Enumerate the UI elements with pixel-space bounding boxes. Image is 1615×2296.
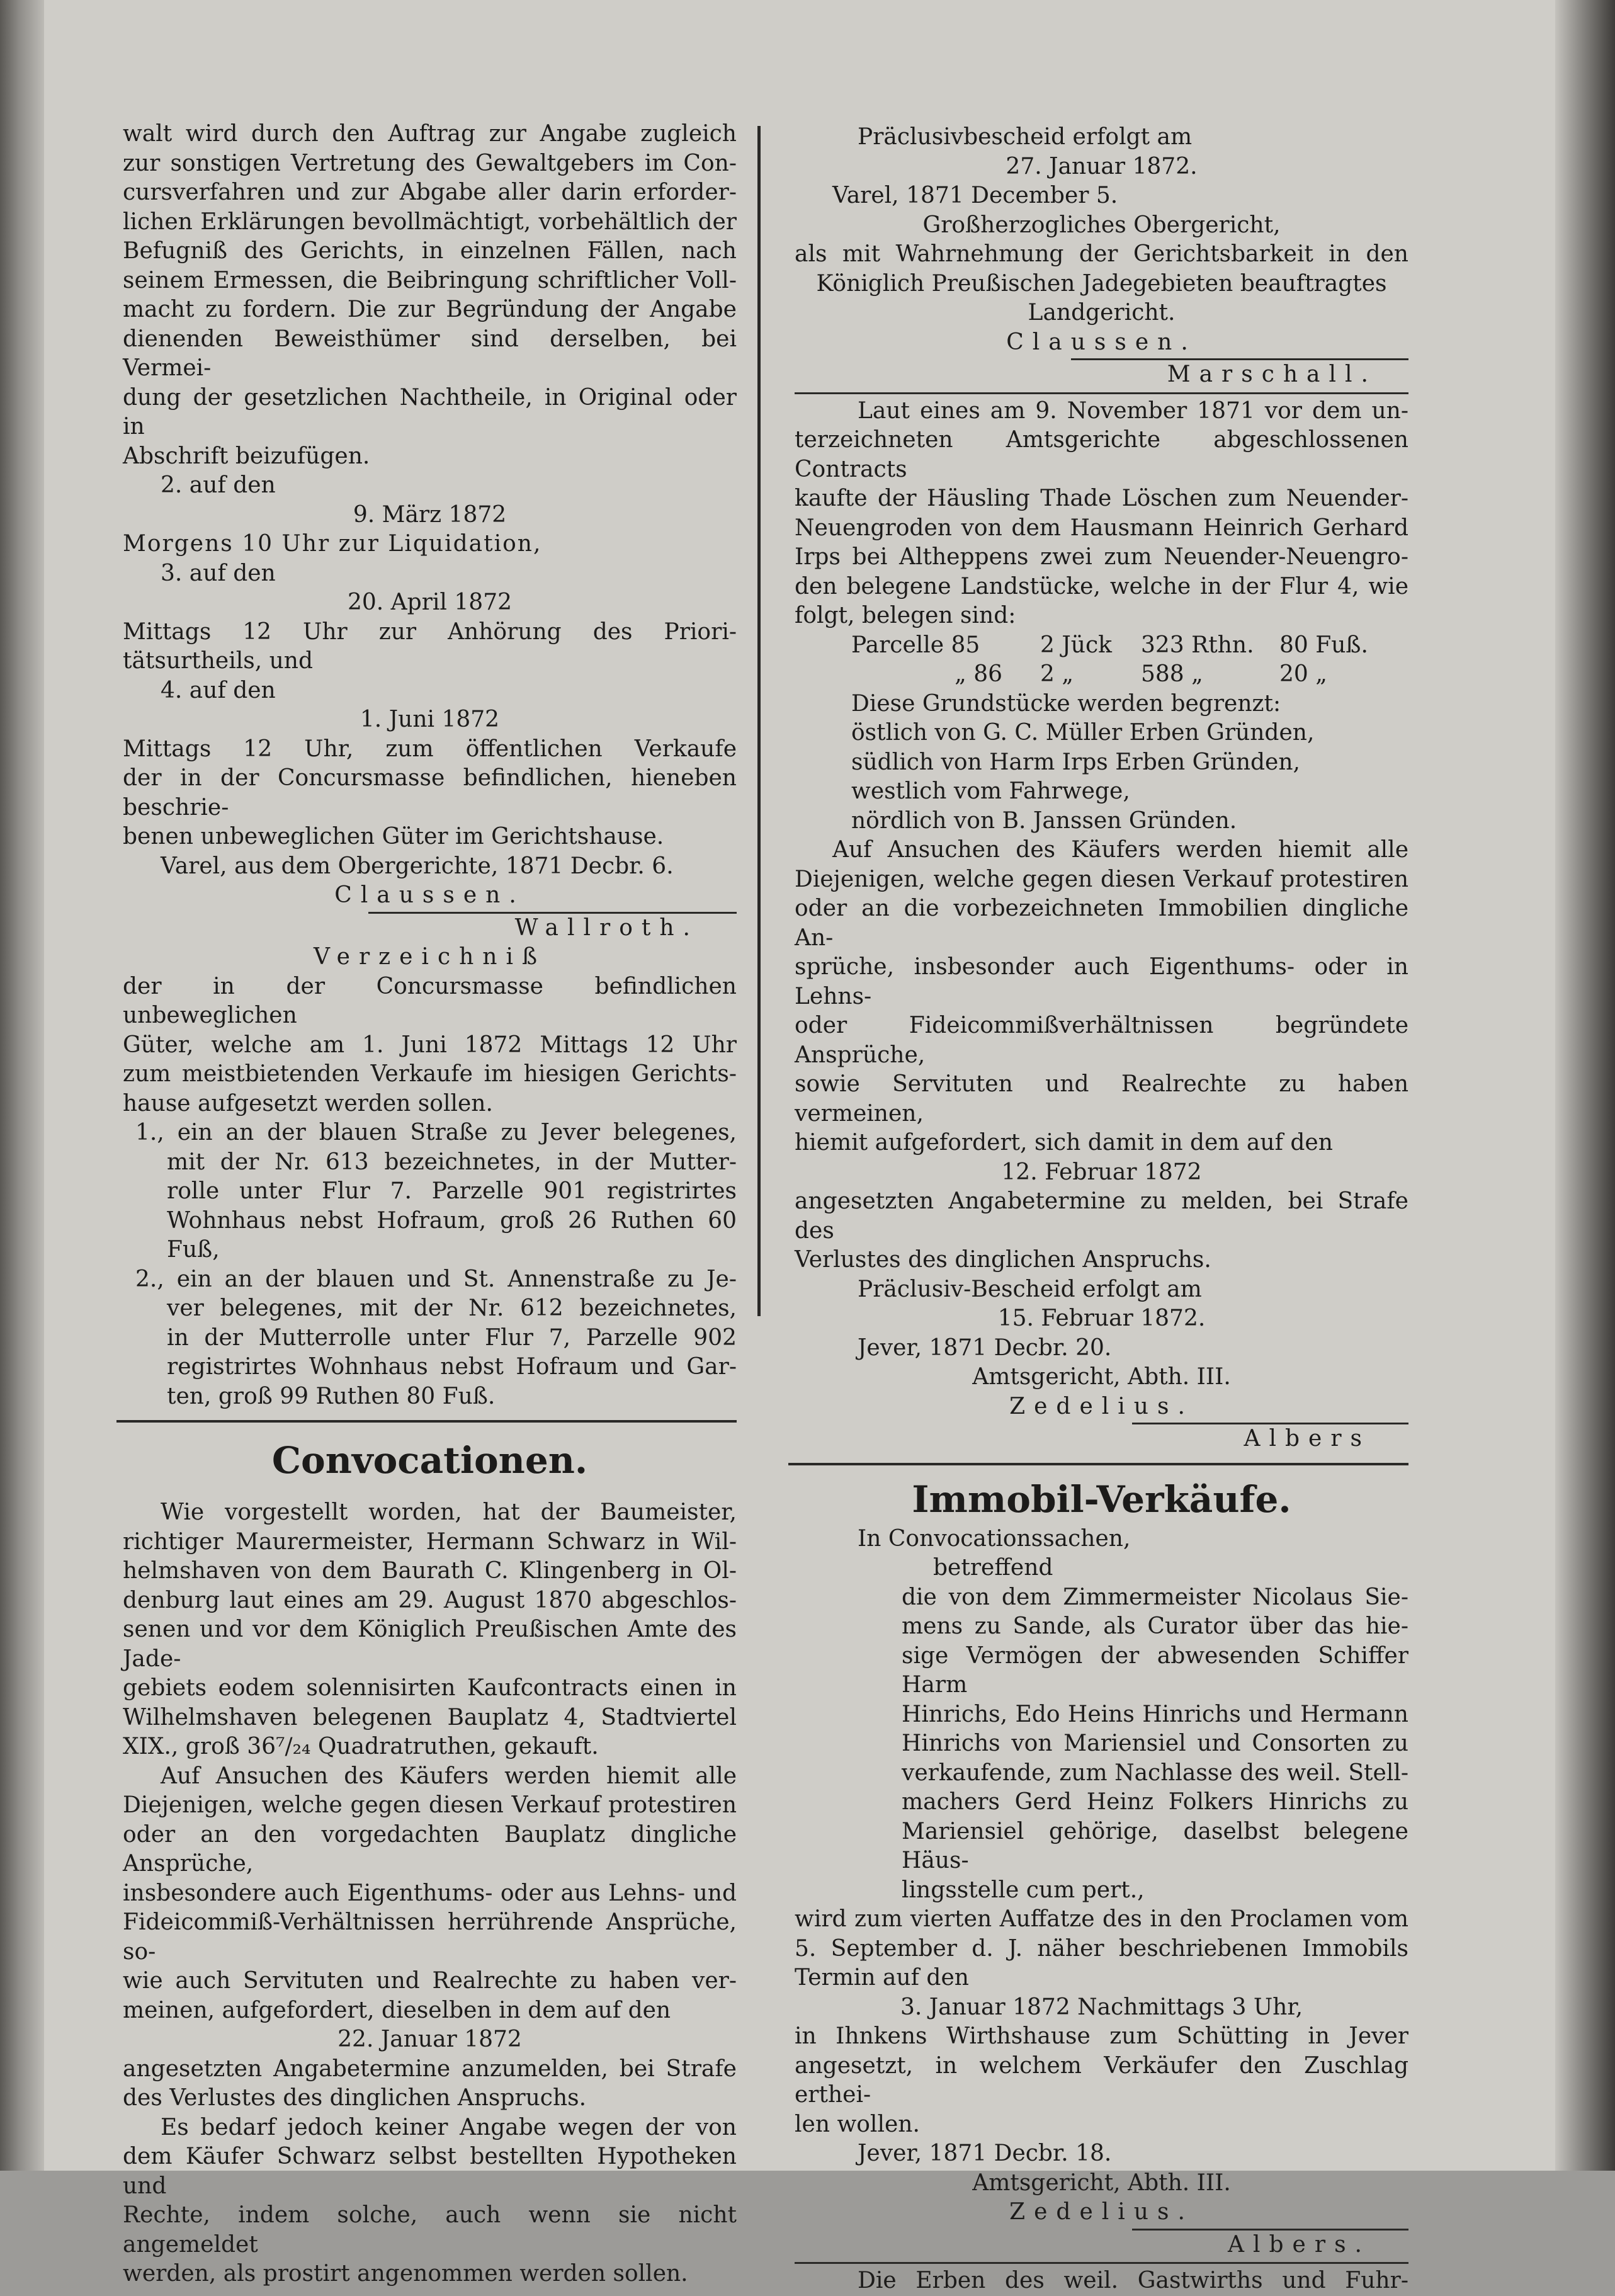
text-line: folgt, belegen sind: — [795, 603, 1016, 628]
court-name: Landgericht. — [1028, 300, 1176, 326]
parcel-fuss: 20 „ — [1279, 661, 1327, 687]
text-line: senen und vor dem Königlich Preußischen Amte des Jade- — [123, 1617, 737, 1672]
signature: Claussen. — [1006, 329, 1197, 355]
text-line: in Ihnkens Wirthshause zum Schütting in Jever — [795, 2023, 1408, 2049]
text-line: kaufte der Häusling Thade Löschen zum Neuender- — [795, 486, 1408, 511]
text-line: Neuengroden von dem Hausmann Heinrich Gerhard — [795, 514, 1408, 541]
signature: Zedelius. — [1009, 1393, 1194, 1419]
parcel-ruthen: 588 „ — [1141, 661, 1203, 687]
place-date: Varel, aus dem Obergerichte, 1871 Decbr. 6. — [161, 853, 674, 879]
text-line: oder an den vorgedachten Bauplatz dingliche Ansprüche, — [123, 1821, 737, 1877]
text-line: mens zu Sande, als Curator über das hie- — [902, 1613, 1408, 1639]
court-name: Amtsgericht, Abth. III. — [972, 1364, 1231, 1390]
text-line: Präclusivbescheid erfolgt am — [858, 124, 1193, 150]
item-text: Mittags 12 Uhr, zum öffentlichen Verkaufe — [123, 736, 737, 762]
text-line: terzeichneten Amtsgerichte abgeschlossenen Contracts — [795, 427, 1408, 482]
text-line: nördlich von B. Janssen Gründen. — [851, 807, 1237, 834]
text-line: hiemit aufgefordert, sich damit in dem auf den — [795, 1130, 1333, 1156]
text-line: len wollen. — [795, 2111, 920, 2137]
text-line: macht zu fordern. Die zur Begründung der Angabe — [123, 297, 737, 322]
item-date: 27. Januar 1872. — [1006, 153, 1198, 179]
text-line: seinem Ermessen, die Beibringung schriftlicher Voll- — [123, 267, 737, 293]
text-line: 2., ein an der blauen und St. Annenstraße zu Je- — [135, 1266, 737, 1292]
item-text: Morgens 10 Uhr zur Liquidation, — [123, 531, 542, 557]
text-line: Diejenigen, welche gegen diesen Verkauf protestiren — [123, 1792, 737, 1818]
text-line: wird zum vierten Auffatze des in den Proclamen vom — [795, 1906, 1408, 1932]
text-line: Laut eines am 9. November 1871 vor dem un- — [858, 397, 1408, 424]
list-item — [123, 1118, 737, 1265]
parcel-label: Parcelle 85 — [851, 632, 980, 658]
text-line: Irps bei Altheppens zwei zum Neuender-Neuengro- — [795, 544, 1408, 570]
item-label: 3. auf den — [161, 560, 276, 586]
text-line: Fuß, — [167, 1237, 220, 1263]
text-line: den belegene Landstücke, welche in der Flur 4, wie — [795, 573, 1408, 600]
parcel-label: „ 86 — [955, 661, 1002, 687]
immobil-heading: Immobil-Verkäufe. — [912, 1477, 1291, 1521]
item-label: 4. auf den — [161, 677, 276, 703]
parcel-fuss: 80 Fuß. — [1279, 632, 1368, 658]
court-name: Königlich Preußischen Jadegebieten beauftragtes — [816, 270, 1387, 297]
text-line: der in der Concursmasse befindlichen unbeweglichen — [123, 973, 737, 1028]
text-line: oder Fideicommißverhältnissen begründete Ansprüche, — [795, 1013, 1408, 1068]
text-line: wie auch Servituten und Realrechte zu haben ver- — [123, 1968, 737, 1994]
text-line: sprüche, insbesonder auch Eigenthums- oder in Lehns- — [795, 954, 1408, 1009]
text-line: Wie vorgestellt worden, hat der Baumeister, — [161, 1499, 737, 1525]
text-line: die von dem Zimmermeister Nicolaus Sie- — [902, 1584, 1408, 1610]
section-rule — [116, 1420, 737, 1423]
text-line: hause aufgesetzt werden sollen. — [123, 1090, 493, 1117]
table-row — [795, 660, 1408, 690]
section-rule — [795, 392, 1408, 394]
item-text: der in der Concursmasse befindlichen, hieneben beschrie- — [123, 765, 737, 821]
text-line: verkaufende, zum Nachlasse des weil. Stell- — [902, 1759, 1409, 1786]
parcel-ruthen: 323 Rthn. — [1141, 632, 1254, 658]
text-line: angesetzt, in welchem Verkäufer den Zuschlag erthei- — [795, 2052, 1408, 2108]
section-title: Verzeichniß — [313, 944, 547, 970]
text-line: dem Käufer Schwarz selbst bestellten Hypotheken und — [123, 2144, 737, 2199]
item-text: Mittags 12 Uhr zur Anhörung des Priori- — [123, 618, 737, 645]
parcel-juck: 2 „ — [1040, 661, 1074, 687]
text-line: Es bedarf jedoch keiner Angabe wegen der von — [161, 2114, 737, 2140]
item-date: 15. Februar 1872. — [997, 1305, 1206, 1331]
item-date: 22. Januar 1872 — [337, 2026, 522, 2052]
item-text: benen unbeweglichen Güter im Gerichtshause. — [123, 824, 664, 850]
text-line: angesetzten Angabetermine anzumelden, bei Strafe — [123, 2055, 737, 2082]
text-line: Befugniß des Gerichts, in einzelnen Fällen, nach — [123, 238, 737, 264]
item-label: 2. auf den — [161, 472, 276, 498]
text-line: Güter, welche am 1. Juni 1872 Mittags 12 Uhr — [123, 1031, 737, 1058]
text-line: Diese Grundstücke werden begrenzt: — [851, 690, 1281, 717]
text-line: Rechte, indem solche, auch wenn sie nicht angemeldet — [123, 2202, 737, 2258]
table-row — [795, 631, 1408, 661]
text-line: Präclusiv-Bescheid erfolgt am — [858, 1276, 1202, 1302]
text-line: insbesondere auch Eigenthums- oder aus Lehns- und — [123, 1880, 737, 1906]
text-line: des Verlustes des dinglichen Anspruchs. — [123, 2085, 587, 2111]
signature: Albers. — [1228, 2231, 1371, 2258]
text-line: Wilhelmshaven belegenen Bauplatz 4, Stadtviertel — [123, 1704, 737, 1731]
left-column — [123, 120, 737, 2289]
text-line: In Convocationssachen, — [858, 1525, 1131, 1552]
text-line: östlich von G. C. Müller Erben Gründen, — [851, 720, 1315, 746]
text-line: lingsstelle cum pert., — [902, 1877, 1145, 1903]
text-line: Abschrift beizufügen. — [123, 443, 370, 469]
text-line: XIX., groß 36⁷/₂₄ Quadratruthen, gekauft. — [123, 1734, 599, 1759]
text-line: oder an die vorbezeichneten Immobilien dingliche An- — [795, 895, 1408, 951]
text-line: Verlustes des dinglichen Anspruchs. — [795, 1247, 1211, 1273]
text-line: Wohnhaus nebst Hofraum, groß 26 Ruthen 60 — [167, 1207, 737, 1234]
page-edge — [1555, 0, 1615, 2171]
text-line: meinen, aufgefordert, dieselben in dem auf den — [123, 1997, 671, 2023]
text-line: westlich vom Fahrwege, — [851, 778, 1130, 804]
signature: Albers — [1244, 1426, 1371, 1452]
text-line: zum meistbietenden Verkaufe im hiesigen Gerichts- — [123, 1061, 737, 1087]
text-line: gebiets eodem solennisirten Kaufcontracts einen in — [123, 1675, 737, 1701]
court-name: Großherzogliches Obergericht, — [922, 212, 1281, 238]
place-date: Jever, 1871 Decbr. 20. — [858, 1334, 1112, 1361]
text-line: 5. September d. J. näher beschriebenen Immobils — [795, 1935, 1408, 1962]
text-line: sowie Servituten und Realrechte zu haben vermeinen, — [795, 1071, 1408, 1127]
text-line: ver belegenes, mit der Nr. 612 bezeichnetes, — [167, 1295, 737, 1321]
text-line: Termin auf den — [795, 1965, 969, 1991]
place-date: Jever, 1871 Decbr. 18. — [858, 2140, 1112, 2166]
text-line: denburg laut eines am 29. August 1870 abgeschlos- — [123, 1587, 737, 1613]
text-line: zur sonstigen Vertretung des Gewaltgebers im Con- — [123, 150, 737, 176]
text-line: dienenden Beweisthümer sind derselben, bei Vermei- — [123, 326, 737, 381]
place-date: Varel, 1871 December 5. — [832, 183, 1118, 208]
text-line: mit der Nr. 613 bezeichnetes, in der Mutter- — [167, 1149, 737, 1175]
text-line: Auf Ansuchen des Käufers werden hiemit alle — [832, 837, 1408, 863]
convocationen-heading: Convocationen. — [271, 1439, 588, 1482]
text-line: betreffend — [933, 1555, 1053, 1581]
item-date: 12. Februar 1872 — [1001, 1159, 1202, 1185]
text-line: cursverfahren und zur Abgabe aller darin erforder- — [123, 179, 737, 205]
text-line: Fideicommiß-Verhältnissen herrührende Ansprüche, so- — [123, 1909, 737, 1965]
signature: Marschall. — [1167, 361, 1377, 387]
text-line: richtiger Maurermeister, Hermann Schwarz in Wil- — [123, 1528, 737, 1555]
text-line: werden, als prostirt angenommen werden sollen. — [123, 2261, 688, 2287]
text-line: angesetzten Angabetermine zu melden, bei Strafe des — [795, 1188, 1408, 1244]
list-item — [123, 1265, 737, 1412]
court-name: als mit Wahrnehmung der Gerichtsbarkeit in den — [795, 241, 1408, 267]
text-line: rolle unter Flur 7. Parzelle 901 registrirtes — [167, 1178, 737, 1204]
text-line: Mariensiel gehörige, daselbst belegene Häus- — [902, 1818, 1408, 1873]
signature: Wallroth. — [514, 914, 699, 941]
text-line: in der Mutterrolle unter Flur 7, Parzelle 902 — [167, 1324, 737, 1351]
intro-paragraph — [123, 120, 737, 471]
item-date: 20. April 1872 — [347, 589, 513, 615]
parcel-juck: 2 Jück — [1040, 632, 1112, 658]
section-rule — [795, 2262, 1408, 2264]
text-line: Hinrichs, Edo Heins Hinrichs und Hermann — [902, 1701, 1408, 1727]
item-text: tätsurtheils, und — [123, 648, 314, 674]
column-divider — [757, 126, 761, 1316]
text-line: machers Gerd Heinz Folkers Hinrichs zu — [902, 1789, 1408, 1815]
text-line: sige Vermögen der abwesenden Schiffer Harm — [902, 1642, 1408, 1698]
text-line: Diejenigen, welche gegen diesen Verkauf protestiren — [795, 866, 1408, 892]
text-line: Auf Ansuchen des Käufers werden hiemit alle — [161, 1763, 737, 1789]
text-line: ten, groß 99 Ruthen 80 Fuß. — [167, 1383, 496, 1409]
right-column — [795, 123, 1408, 2296]
text-line: helmshaven von dem Baurath C. Klingenberg in Ol- — [123, 1558, 737, 1584]
court-name: Amtsgericht, Abth. III. — [972, 2169, 1231, 2196]
text-line: südlich von Harm Irps Erben Gründen, — [851, 749, 1300, 775]
item-date: 9. März 1872 — [353, 501, 507, 528]
signature: Claussen. — [334, 882, 525, 908]
binding-shadow — [0, 0, 44, 2171]
text-line: registrirtes Wohnhaus nebst Hofraum und Gar- — [167, 1354, 737, 1380]
item-date: 1. Juni 1872 — [360, 707, 500, 732]
text-line: dung der gesetzlichen Nachtheile, in Original oder in — [123, 384, 737, 440]
signature: Zedelius. — [1009, 2199, 1194, 2225]
text-line: lichen Erklärungen bevollmächtigt, vorbehältlich der — [123, 208, 737, 235]
text-line: 1., ein an der blauen Straße zu Jever belegenes, — [135, 1120, 737, 1145]
text-line: Hinrichs von Mariensiel und Consorten zu — [902, 1731, 1408, 1756]
text-line: Die Erben des weil. Gastwirths und Fuhr- — [858, 2268, 1408, 2293]
item-date: 3. Januar 1872 Nachmittags 3 Uhr, — [900, 1994, 1303, 2020]
section-rule — [788, 1463, 1408, 1465]
text-line: walt wird durch den Auftrag zur Angabe zugleich — [123, 121, 737, 147]
